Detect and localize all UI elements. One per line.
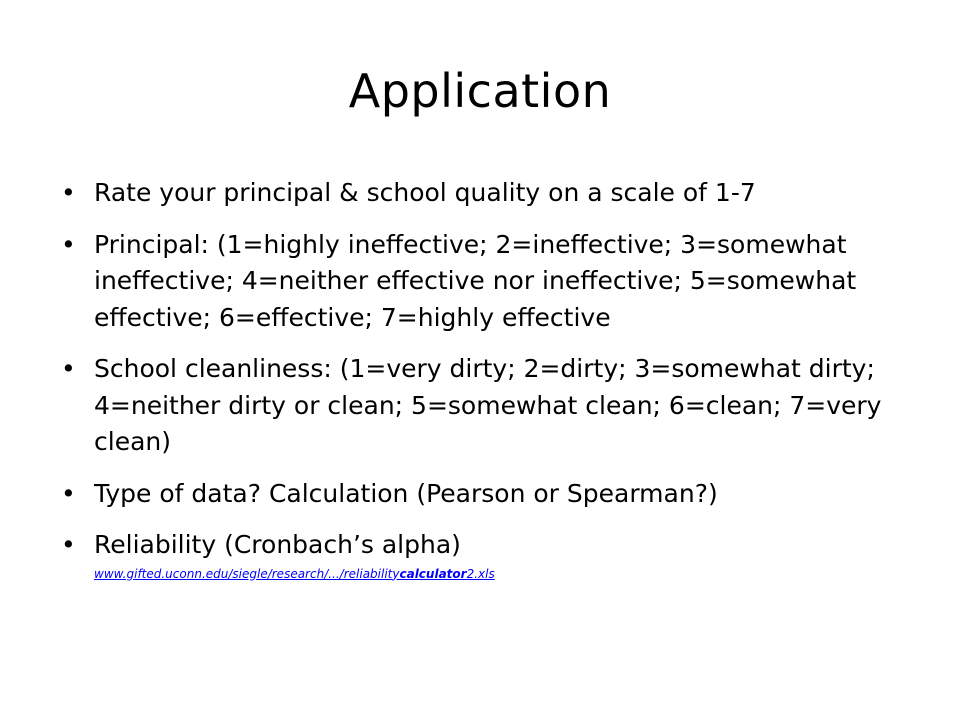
bullet-item <box>60 351 940 461</box>
slide-title: Application <box>348 64 612 118</box>
reliability-calculator-link[interactable] <box>94 566 940 582</box>
bullet-text: School cleanliness: (1=very dirty; 2=dirty; 3=somewhat dirty; 4=neither dirty or clean; 5=somewhat clean; 6=clean; 7=very clean) <box>94 354 882 456</box>
bullet-dot-icon: • <box>61 354 76 383</box>
bullet-item <box>60 527 940 582</box>
link-prefix: www.gifted.uconn.edu/siegle/research/.../reliability <box>94 566 400 581</box>
bullet-dot-icon: • <box>61 478 76 508</box>
bullet-item <box>60 227 940 337</box>
bullet-text: Rate your principal & school quality on a scale of 1-7 <box>94 178 756 207</box>
bullet-dot-icon: • <box>61 530 76 559</box>
bullet-text: Type of data? Calculation (Pearson or Spearman?) <box>94 478 718 508</box>
bullet-dot-icon: • <box>61 229 76 259</box>
bullet-list <box>60 175 940 597</box>
link-suffix: 2.xls <box>466 566 495 581</box>
bullet-text: Reliability (Cronbach’s alpha) <box>94 530 461 559</box>
bullet-item <box>60 175 940 212</box>
bullet-item <box>60 476 940 513</box>
bullet-dot-icon: • <box>61 178 76 207</box>
bullet-text: Principal: (1=highly ineffective; 2=ineffective; 3=somewhat ineffective; 4=neither effective nor ineffective; 5=somewhat effective; 6=effective; 7=highly effective <box>94 229 857 332</box>
link-bold: calculator <box>399 566 467 581</box>
